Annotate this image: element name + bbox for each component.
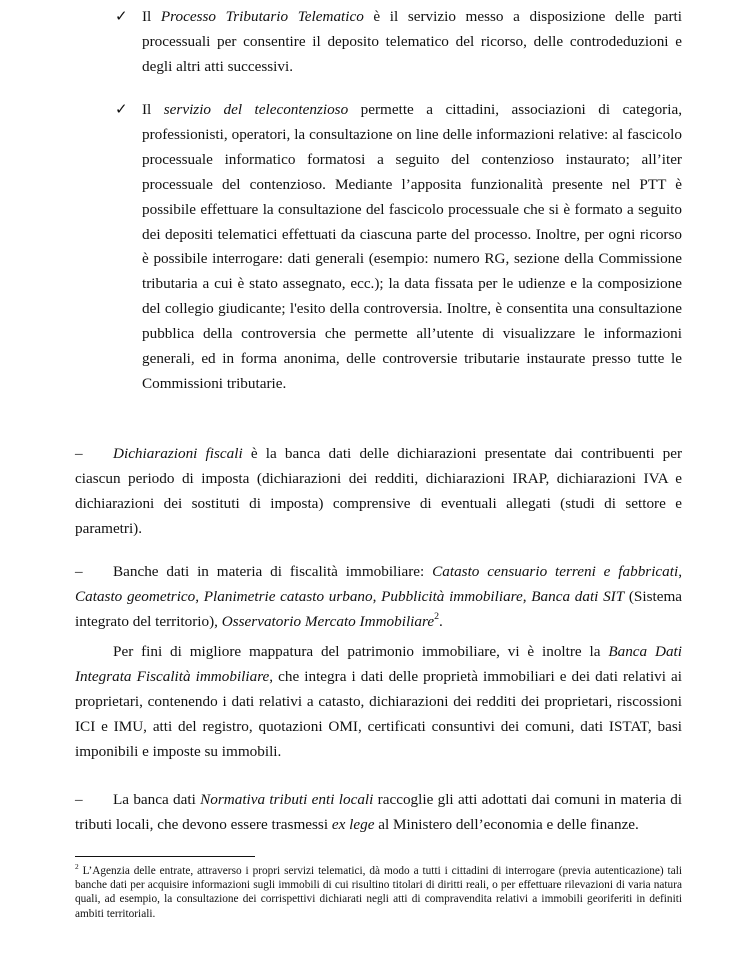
italic-term: Banca dati SIT: [531, 587, 625, 605]
footnote-separator: [75, 856, 255, 857]
text-run: ,: [678, 563, 682, 580]
footnote-reference: 2: [434, 610, 440, 622]
text-run: raccoglie gli atti adottati dai comuni in materia di tributi locali, che devono essere trasmessi: [75, 791, 683, 833]
checkmark-icon: ✓: [115, 102, 128, 118]
footnote-number: 2: [75, 861, 79, 871]
text-run: Per fini di migliore mappatura del patrimonio immobiliare, vi è inoltre la: [113, 643, 609, 660]
paragraph-normativa-tributi: [75, 788, 682, 838]
dash-marker: –: [75, 791, 83, 808]
italic-term: ex lege: [331, 815, 375, 833]
italic-term: Banca Dati Integrata Fiscalità immobiliare: [75, 643, 682, 685]
italic-term: Dichiarazioni fiscali: [113, 445, 243, 462]
text-run: è la banca dati delle dichiarazioni presentate dai contribuenti per ciascun periodo di imposta (dichiarazioni dei redditi, dichiarazioni IRAP, dichiarazioni IVA e dichiarazioni dei sostituti di imposta) comprensive di eventuali allegati (studi di settore e parametri).: [75, 445, 683, 537]
italic-term: servizio del telecontenzioso: [163, 101, 349, 118]
paragraph-banche-dati-immobiliare: [75, 560, 682, 635]
footnote-text: L’Agenzia delle entrate, attraverso i propri servizi telematici, dà modo a tutti i cittadini di interrogare (previa autenticazione) tali banche dati per acquisire informazioni sugli immobili di cui risultino titolari di diritti reali, o per effettuare rilevazioni di varia natura quali, ad esempio, la consultazione dei corrispettivi dichiarati negli atti di compravendita relativi a immobili georiferiti in definiti ambiti territoriali.: [75, 865, 682, 920]
footnote: [75, 861, 682, 921]
text-run: Banche dati in materia di fiscalità immobiliare:: [113, 563, 433, 580]
text-run: (Sistema integrato del territorio),: [75, 587, 683, 630]
bullet-telecontenzioso: [142, 98, 682, 397]
text-run: , che integra i dati delle proprietà immobiliari e dei dati relativi ai proprietari, contenendo i dati relativi a catasto, dichiarazioni dei redditi dei proprietari, riscossioni ICI e IMU, atti del registro, quotazioni OMI, certificati consuntivi dei comuni, dati ISTAT, basi imponibili e imposte su immobili.: [75, 667, 682, 760]
dash-marker: –: [75, 563, 83, 580]
text-run: Il: [142, 8, 161, 25]
text-run: La banca dati: [113, 791, 201, 808]
text-run: è il servizio messo a disposizione delle parti processuali per consentire il deposito telematico del ricorso, delle controdeduzioni e degli altri atti successivi.: [142, 8, 682, 75]
text-run: permette a cittadini, associazioni di categoria, professionisti, operatori, la consultazione on line delle informazioni relative: al fascicolo processuale informatico formatosi a seguito del contenzioso instaurato; all’iter processuale del contenzioso. Mediante l’apposita funzionalità presente nel PTT è possibile effettuare la consultazione del fascicolo processuale che si è formato a seguito dei depositi telematici effettuati da ciascuna parte del processo. Inoltre, per ogni ricorso è possibile interrogare: dati generali (esempio: numero RG, sezione della Commissione tributaria a cui è stato assegnato, ecc.); la data fissata per le udienze e la composizione del collegio giudicante; l'esito della controversia. Inoltre, è consentita una consultazione pubblica della controversia che permette all’utente di visualizzare le informazioni generali, ed in forma anonima, delle controversie tributarie instaurate presso tutte le Commissioni tributarie.: [142, 101, 682, 392]
text-run: ,: [195, 587, 204, 605]
text-run: al Ministero dell’economia e delle finanze.: [374, 815, 639, 833]
checkmark-icon: ✓: [115, 9, 128, 25]
text-run: .: [439, 612, 443, 630]
text-run: Il: [142, 101, 164, 118]
italic-term: Catasto geometrico: [75, 587, 196, 605]
dash-marker: –: [75, 445, 83, 462]
paragraph-dichiarazioni-fiscali: [75, 442, 682, 542]
text-run: ,: [372, 587, 382, 605]
italic-term: Catasto censuario terreni e fabbricati: [432, 563, 679, 580]
italic-term: Normativa tributi enti locali: [200, 791, 374, 808]
italic-term: Osservatorio Mercato Immobiliare: [221, 612, 435, 630]
italic-term: Planimetrie catasto urbano: [203, 587, 373, 605]
text-run: ,: [522, 587, 532, 605]
bullet-processo-tributario: [142, 5, 682, 80]
paragraph-banca-dati-integrata: [75, 640, 682, 765]
italic-term: Pubblicità immobiliare: [381, 587, 523, 605]
italic-term: Processo Tributario Telematico: [160, 8, 364, 25]
